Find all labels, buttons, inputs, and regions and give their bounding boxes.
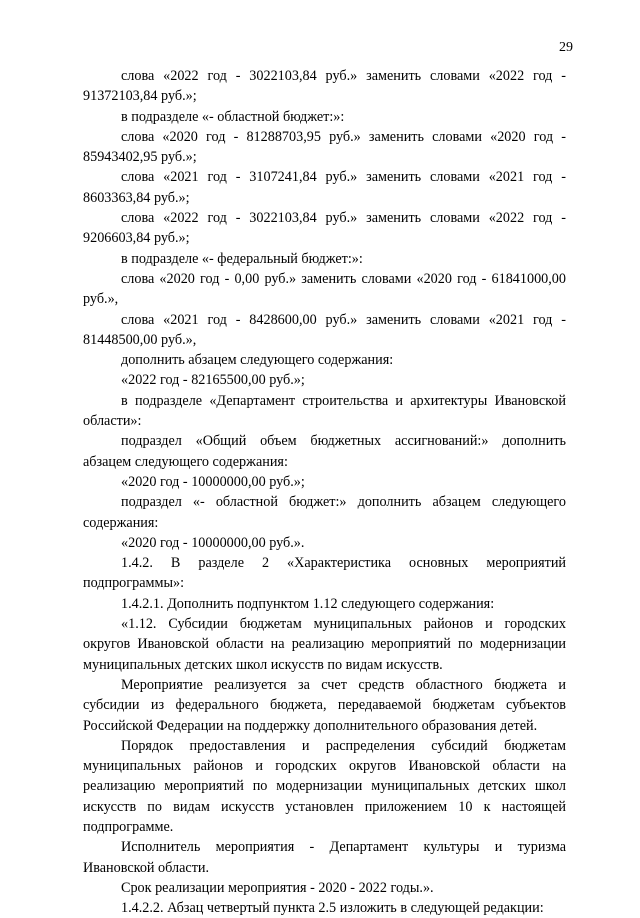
paragraph: слова «2021 год - 3107241,84 руб.» заменить словами «2021 год - 8603363,84 руб.»; [83, 169, 566, 206]
paragraph: «2020 год - 10000000,00 руб.». [121, 534, 305, 551]
paragraph: «1.12. Субсидии бюджетам муниципальных районов и городских округов Ивановской области на реализацию мероприятий по модернизации муниципальных детских школ искусств по видам искусств. [83, 616, 566, 673]
page-number: 29 [559, 40, 573, 55]
paragraph: 1.4.2.1. Дополнить подпунктом 1.12 следующего содержания: [121, 595, 495, 612]
paragraph: слова «2022 год - 3022103,84 руб.» заменить словами «2022 год - 91372103,84 руб.»; [83, 68, 566, 105]
paragraph: подраздел «- областной бюджет:» дополнить абзацем следующего содержания: [83, 494, 566, 531]
paragraph: Исполнитель мероприятия - Департамент культуры и туризма Ивановской области. [83, 839, 566, 876]
paragraph: «2022 год - 82165500,00 руб.»; [121, 372, 305, 389]
paragraph: 1.4.2. В разделе 2 «Характеристика основных мероприятий подпрограммы»: [83, 555, 566, 592]
paragraph: Мероприятие реализуется за счет средств областного бюджета и субсидии из федерального бюджета, передаваемой бюджетам субъектов Российской Федерации на поддержку дополнительного образования детей. [83, 676, 566, 734]
paragraph: подраздел «Общий объем бюджетных ассигнований:» дополнить абзацем следующего содержания: [83, 433, 566, 470]
paragraph: в подразделе «- областной бюджет:»: [121, 108, 345, 125]
paragraph: слова «2022 год - 3022103,84 руб.» заменить словами «2022 год - 9206603,84 руб.»; [83, 210, 566, 247]
paragraph: дополнить абзацем следующего содержания: [121, 352, 394, 369]
paragraph: слова «2020 год - 81288703,95 руб.» заменить словами «2020 год - 85943402,95 руб.»; [83, 128, 566, 166]
paragraph: слова «2021 год - 8428600,00 руб.» заменить словами «2021 год - 81448500,00 руб.», [83, 311, 566, 348]
paragraph: в подразделе «- федеральный бюджет:»: [121, 250, 363, 267]
paragraph: 1.4.2.2. Абзац четвертый пункта 2.5 изложить в следующей редакции: [121, 900, 544, 917]
document-body [83, 66, 566, 918]
paragraph: «2020 год - 10000000,00 руб.»; [121, 473, 305, 490]
paragraph: слова «2020 год - 0,00 руб.» заменить словами «2020 год - 61841000,00 руб.», [83, 270, 566, 308]
paragraph: Порядок предоставления и распределения субсидий бюджетам муниципальных районов и городских округов Ивановской области на реализацию мероприятий по модернизации муниципальных детских школ искусств по видам искусств установлен приложением 10 к настоящей подпрограмме. [83, 737, 566, 835]
paragraph: в подразделе «Департамент строительства и архитектуры Ивановской области»: [83, 392, 566, 430]
paragraph: Срок реализации мероприятия - 2020 - 2022 годы.». [121, 879, 434, 896]
